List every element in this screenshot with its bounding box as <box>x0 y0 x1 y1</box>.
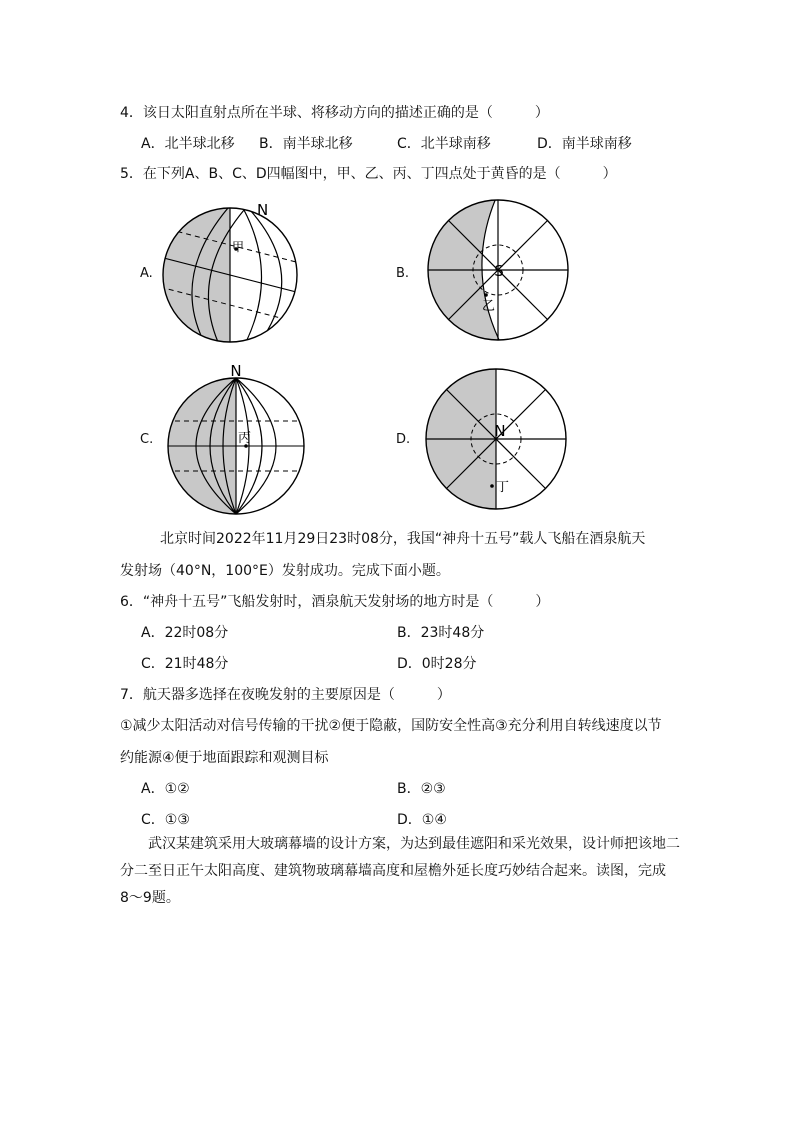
passage-2-line-3: 8～9题。 <box>120 890 180 906</box>
figure-b-polar <box>426 198 570 342</box>
figure-d-polar <box>424 367 568 511</box>
passage-1-line-2: 发射场（40°N，100°E）发射成功。完成下面小题。 <box>120 563 450 579</box>
q6-option-d: D．0时28分 <box>397 656 477 672</box>
q7-option-c: C．①③ <box>141 812 190 828</box>
q7-option-b: B．②③ <box>397 781 446 797</box>
q7-option-d: D．①④ <box>397 812 447 828</box>
figure-b-point: 乙 <box>482 299 496 314</box>
q4-option-d: D．南半球南移 <box>537 136 632 152</box>
q7-statements-line-2: 约能源④便于地面跟踪和观测目标 <box>120 750 329 766</box>
figure-a-globe <box>160 201 300 345</box>
figure-c-point: 丙 <box>238 431 252 446</box>
figure-d-pole: N <box>494 422 506 440</box>
q6-option-a: A．22时08分 <box>141 625 229 641</box>
q6-stem: 6．“神舟十五号”飞船发射时，酒泉航天发射场的地方时是（ ） <box>120 594 550 610</box>
q7-option-a: A．①② <box>141 781 190 797</box>
q7-stem: 7．航天器多选择在夜晚发射的主要原因是（ ） <box>120 687 451 703</box>
passage-1-line-1: 北京时间2022年11月29日23时08分，我国“神舟十五号”载人飞船在酒泉航天 <box>160 531 646 547</box>
q7-statements-line-1: ①减少太阳活动对信号传输的干扰②便于隐蔽，国防安全性高③充分利用自转线速度以节 <box>120 718 662 734</box>
q5-stem: 5．在下列A、B、C、D四幅图中，甲、乙、丙、丁四点处于黄昏的是（ ） <box>120 166 617 182</box>
figure-b-pole: S <box>494 262 504 280</box>
q4-option-a: A．北半球北移 <box>141 136 235 152</box>
figure-c-globe <box>166 364 306 516</box>
figure-a-north: N <box>257 201 269 219</box>
figure-a-point: 甲 <box>232 240 245 254</box>
q6-option-b: B．23时48分 <box>397 625 485 641</box>
figure-c-label: C. <box>140 432 154 447</box>
passage-2-line-1: 武汉某建筑采用大玻璃幕墙的设计方案，为达到最佳遮阳和采光效果，设计师把该地二 <box>148 836 680 852</box>
passage-2-line-2: 分二至日正午太阳高度、建筑物玻璃幕墙高度和屋檐外延长度巧妙结合起来。读图，完成 <box>120 863 666 879</box>
figure-d-point: 丁 <box>496 480 510 495</box>
figure-c-north: N <box>230 362 242 380</box>
q4-option-c: C．北半球南移 <box>397 136 491 152</box>
figure-b-label: B. <box>396 266 410 281</box>
q6-option-c: C．21时48分 <box>141 656 229 672</box>
figure-d-label: D. <box>396 432 411 447</box>
q4-stem: 4．该日太阳直射点所在半球、将移动方向的描述正确的是（ ） <box>120 105 549 121</box>
figure-a-label: A. <box>140 266 153 281</box>
q4-option-b: B．南半球北移 <box>259 136 353 152</box>
